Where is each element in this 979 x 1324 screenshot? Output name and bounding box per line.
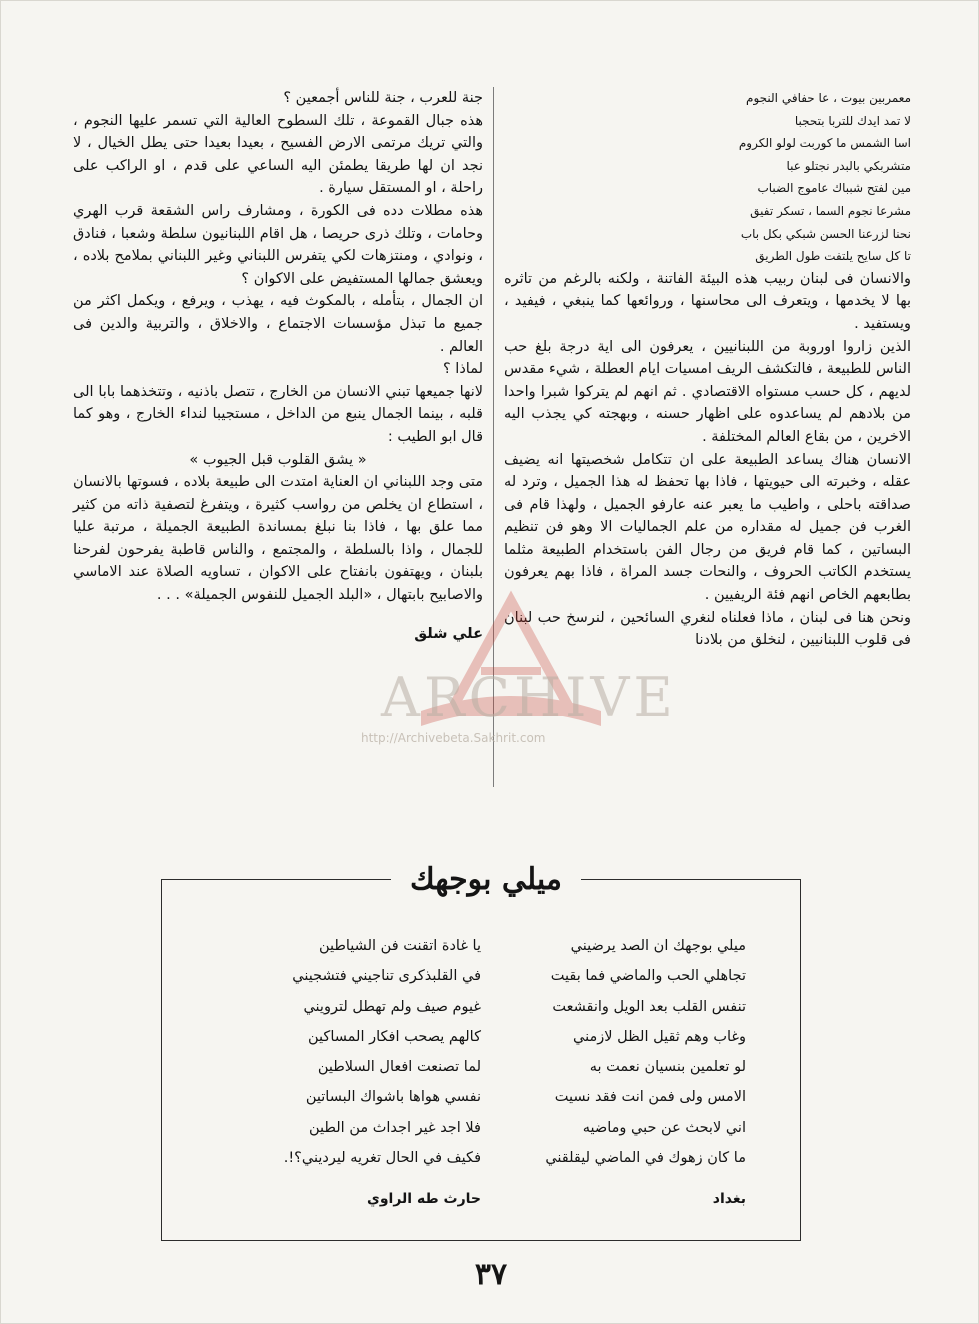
verse-line: مشرعا نجوم السما ، تسكر تفيق [750, 203, 911, 218]
poem-line: نفسي هواها باشواك البساتين [305, 1089, 481, 1106]
article-paragraph: ونحن هنا فى لبنان ، ماذا فعلناه لنغري السائحين ، لنرسخ حب لبنان فى قلوب اللبنانيين ، لنخلق من بلادنا [504, 609, 911, 649]
poem-stanza-right [506, 931, 746, 1173]
watermark-text: ARCHIVE [381, 666, 677, 729]
poem-line: ما كان زهوك في الماضي ليقلقني [545, 1150, 746, 1167]
verse-line: متشربكي بالبدر نجتلو عبا [786, 158, 911, 173]
poem-line: اني لابحث عن حبي وماضيه [582, 1119, 746, 1136]
poem-line: لو تعلمين بنسيان نعمت به [589, 1059, 746, 1076]
poem-line: ميلي بوجهك ان الصد يرضيني [570, 938, 746, 954]
poem-title: ميلي بوجهك [391, 851, 581, 909]
poem-line: الامس ولى فمن انت فقد نسيت [554, 1089, 746, 1106]
verse-line: معمربين بيوت ، عا حفافي النجوم [746, 91, 911, 105]
article-paragraph: متى وجد اللبناني ان العناية امتدت الى طبيعة بلاده ، فسوتها بالانسان ، استطاع ان يخلص من رواسب كثيرة ، ويتفرغ لتصفية ذاته من كثير مما علق بها ، فاذا بنا نبلغ بمساندة الطبيعة الجميلة ، مرتبة عليا للجمال ، واذا بالسلطة ، والمجتمع ، والناس قاطبة يفرحون لفرحنا بلبنان ، ويهتفون بانفتاح على الاكوان ، تساويه الصلاة عند الاماسي والاصابيح بابتهال ، «البلد الجميل للنفوس الجميلة» . . . [73, 474, 483, 604]
poem-line: تجاهلي الحب والماضي فما بقيت [550, 968, 746, 985]
verse-line: لا تمد ايدك للتربا بتحجبا [794, 113, 911, 128]
article-paragraph: لانها جميعها تبني الانسان من الخارج ، تتصل باذنيه ، وتتخذهما بابا الى قلبه ، بينما الجمال ينبع من الداخل ، مستجيبا لنداء الخارج ، وهو كما قال ابو الطيب : [73, 383, 483, 445]
poem-stanza-left [241, 931, 481, 1173]
poem-author: حارث طه الراوي [367, 1191, 481, 1207]
poem-line: لما تصنعت افعال السلاطين [317, 1059, 481, 1076]
poem-line: وغاب وهم ثقيل الظل لازمني [573, 1028, 746, 1045]
article-paragraph: الذين زاروا اوروبة من اللبنانيين ، يعرفون الى اية درجة بلغ حب الناس للطبيعة ، فالتكشف الريف امسيات ايام العطلة ، شيء مقدس لديهم ، كل حسب مستواه الاقتصادي . ثم انهم لم يتركوا شبرا واحدا من بلادهم لم يساعدوه على اظهار حسنه ، وبهجته كي يجذب اليه الاخرين ، من بقاع العالم المختلفة . [504, 338, 911, 445]
article-author: علي شلق [414, 625, 483, 642]
verse-line: تا كل سايح يلتفت طول الطريق [755, 249, 911, 264]
verse-line: نحنا لزرعنا الحسن شبكي بكل باب [740, 226, 911, 241]
poem-line: كالهم يصحب افكار المساكين [308, 1028, 481, 1045]
poem-place: بغداد [712, 1191, 746, 1207]
article-column-right [504, 87, 911, 652]
poem-line: في القلبذكرى تناجيني فتشجيني [292, 968, 481, 985]
verse-line: اسا الشمس ما كوربت لولو الكروم [738, 136, 911, 151]
poem-line: غيوم صيف ولم تهطل لترويني [303, 998, 481, 1015]
article-paragraph: لماذا ؟ [442, 361, 483, 378]
poem-line: فكيف في الحال تغريه ليرديني؟!. [283, 1150, 481, 1167]
poem-line: فلا اجد غير اجداث من الطين [308, 1119, 481, 1136]
verse-line: مين لفتح شبباك عاموج الضباب [757, 181, 911, 196]
article-paragraph: والانسان فى لبنان ربيب هذه البيئة الفاتنة ، ولكنه بالرغم من تاثره بها لا يخدمها ، ويتعرف الى محاسنها ، وروائعها كما ينبغي ، فيفيد ، ويستفيد . [504, 270, 911, 332]
poem-line: يا غادة اتقنت فن الشياطين [318, 938, 481, 954]
article-paragraph: هذه جبال القموعة ، تلك السطوح العالية التي تسمر عليها النجوم ، والتي تريك مرتمى الارض الفسيح ، بعيدا بعيدا حتى يطل الخيال ، لا نجد ان لها طريقا يطمئن اليه الساعي على قدم ، او الراكب على راحلة ، او المستقل سيارة . [73, 112, 483, 197]
article-paragraph: هذه مطلات دده فى الكورة ، ومشارف راس الشقعة قرب الهري وحامات ، وتلك ذرى حريصا ، هل اقام اللبنانيون سلطة وشعبا ، فنادق ، ونوادي ، ومنتزهات لكي يتفرس اللبناني وغير اللبناني بملامح بلاده ، ويعشق جمالها المستفيض على الاكوان ؟ [73, 202, 483, 287]
quotation: « يشق القلوب قبل الجيوب » [189, 451, 367, 468]
watermark-url: http://Archivebeta.Sakhrit.com [361, 731, 546, 745]
verse-block [504, 87, 911, 268]
article-column-left [73, 87, 483, 645]
page-number: ٣٧ [474, 1257, 508, 1292]
article-paragraph: الانسان هناك يساعد الطبيعة على ان تتكامل شخصيتها انه يضيف عقله ، وخبرته الى حيويتها ، فاذا بها تحفظ له هذا الجميل ، وترد له صداقته باحلى ، واطيب ما يعبر عنه عارفو الجميل ، ولهذا قام فى الغرب فن جميل له مقداره من علم الجماليات الا وهو فن تنظيم البساتين ، كما قام فريق من رجال الفن باستخدام الطبيعة مثلما يستخدم الكاتب الحروف ، والنحات جسد المراة ، فاذا بهم يعرفون بطابعهم الخاص انهم فئة الريفيين . [504, 451, 911, 604]
article-paragraph: جنة للعرب ، جنة للناس أجمعين ؟ [283, 90, 483, 106]
poem-line: تنفس القلب بعد الويل وانقشعت [552, 998, 746, 1015]
article-paragraph: ان الجمال ، بتأمله ، بالمكوث فيه ، يهذب ، ويرفع ، ويكمل اكثر من جميع ما تبذل مؤسسات الاجتماع ، والاخلاق ، والتربية والدين فى العالم . [73, 293, 483, 355]
